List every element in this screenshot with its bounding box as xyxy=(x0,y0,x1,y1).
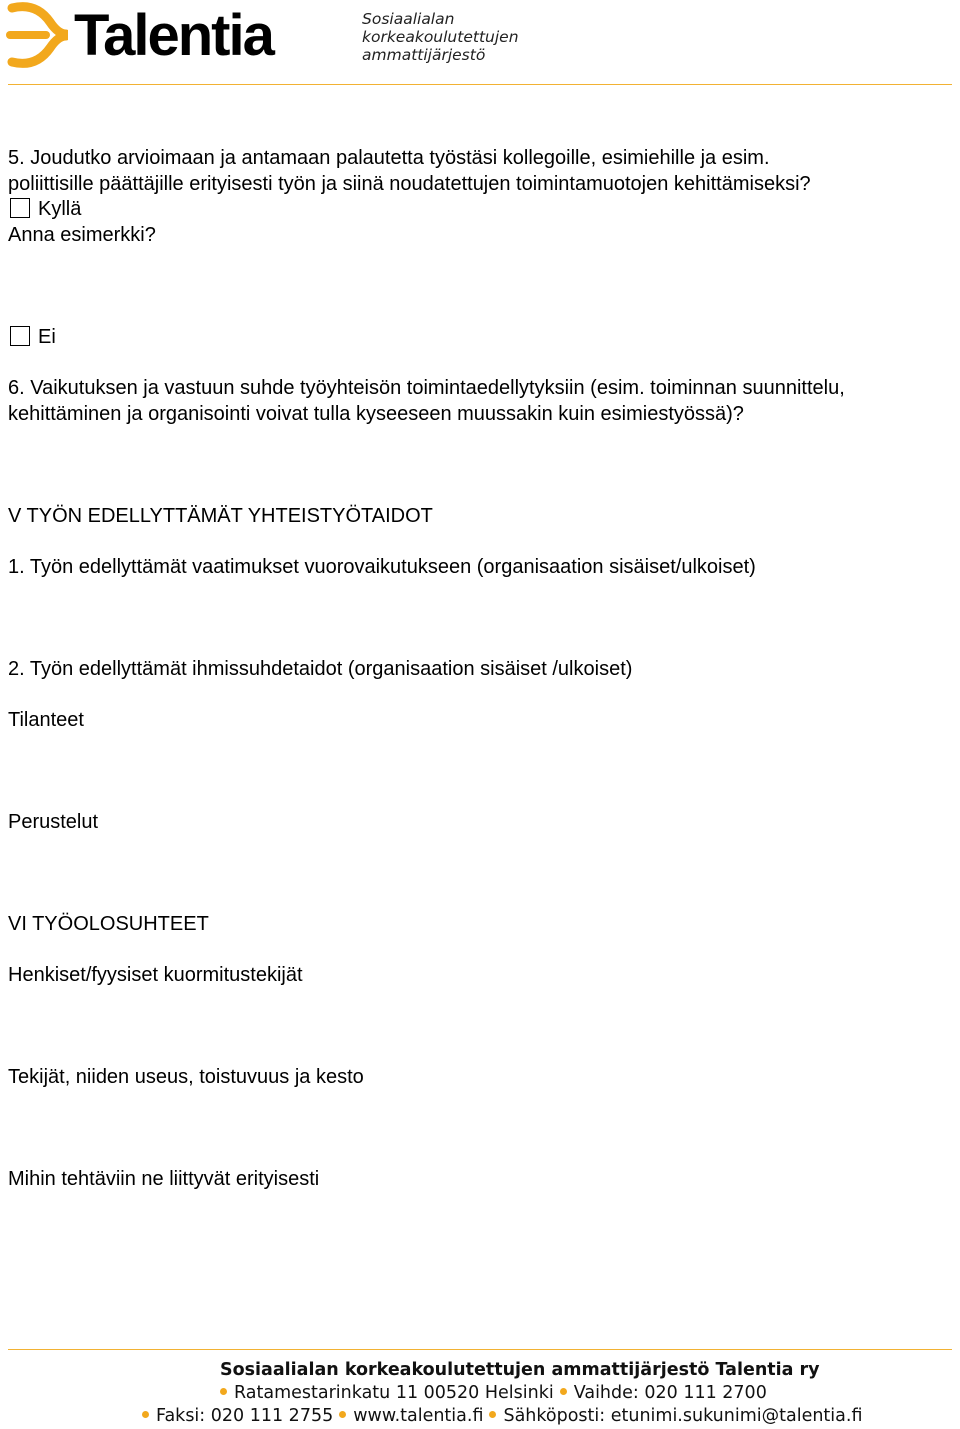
reasons-label: Perustelut xyxy=(8,811,99,833)
footer-address: Ratamestarinkatu 11 00520 Helsinki xyxy=(234,1383,554,1403)
talentia-logo-icon xyxy=(6,0,68,70)
footer-fax: Faksi: 020 111 2755 xyxy=(156,1406,334,1426)
q5-no-label: Ei xyxy=(38,326,56,348)
q5-text-line-2: poliittisille päättäjille erityisesti työn ja siinä noudatettujen toimintamuotojen kehittämiseksi? xyxy=(8,173,811,195)
q5-yes-checkbox[interactable] xyxy=(10,198,30,218)
brand-wordmark: Talentia xyxy=(74,3,273,68)
factor-frequency-label: Tekijät, niiden useus, toistuvuus ja kesto xyxy=(8,1066,364,1088)
q5-yes-label: Kyllä xyxy=(38,198,82,220)
footer-contact-line xyxy=(136,1405,862,1428)
related-tasks-label: Mihin tehtäviin ne liittyvät erityisesti xyxy=(8,1168,320,1190)
q5-no-option[interactable] xyxy=(10,325,56,351)
bullet-dot-icon xyxy=(489,1411,496,1418)
section-v-question-1: 1. Työn edellyttämät vaatimukset vuorovaikutukseen (organisaation sisäiset/ulkoiset) xyxy=(8,556,756,578)
bullet-dot-icon xyxy=(220,1388,227,1395)
footer-org-name: Sosiaalialan korkeakoulutettujen ammattijärjestö Talentia ry xyxy=(220,1360,820,1380)
q6-text-line-1: 6. Vaikutuksen ja vastuun suhde työyhteisön toimintaedellytyksiin (esim. toiminnan suunnittelu, xyxy=(8,377,845,399)
q6-text-line-2: kehittäminen ja organisointi voivat tulla kyseeseen muussakin kuin esimiestyössä)? xyxy=(8,403,744,425)
footer-divider xyxy=(8,1349,952,1350)
section-vi-heading: VI TYÖOLOSUHTEET xyxy=(8,913,209,935)
footer-email[interactable]: Sähköposti: etunimi.sukunimi@talentia.fi xyxy=(503,1406,863,1426)
bullet-dot-icon xyxy=(142,1411,149,1418)
tagline-line-3: ammattijärjestö xyxy=(362,46,486,64)
footer-address-line xyxy=(214,1382,767,1405)
tagline-line-2: korkeakoulutettujen xyxy=(362,28,519,46)
section-v-heading: V TYÖN EDELLYTTÄMÄT YHTEISTYÖTAIDOT xyxy=(8,505,433,527)
q5-text-line-1: 5. Joudutko arvioimaan ja antamaan palautetta työstäsi kollegoille, esimiehille ja esim. xyxy=(8,147,770,169)
tagline-line-1: Sosiaalialan xyxy=(362,10,455,28)
situations-label: Tilanteet xyxy=(8,709,84,731)
q5-yes-option[interactable] xyxy=(10,197,81,223)
bullet-dot-icon xyxy=(339,1411,346,1418)
load-factors-label: Henkiset/fyysiset kuormitustekijät xyxy=(8,964,303,986)
q5-example-prompt: Anna esimerkki? xyxy=(8,224,156,246)
bullet-dot-icon xyxy=(560,1388,567,1395)
header-divider xyxy=(8,84,952,85)
brand-tagline xyxy=(362,10,519,64)
footer-website-link[interactable]: www.talentia.fi xyxy=(353,1406,484,1426)
q5-no-checkbox[interactable] xyxy=(10,326,30,346)
footer-phone: Vaihde: 020 111 2700 xyxy=(573,1383,767,1403)
section-v-question-2: 2. Työn edellyttämät ihmissuhdetaidot (organisaation sisäiset /ulkoiset) xyxy=(8,658,633,680)
